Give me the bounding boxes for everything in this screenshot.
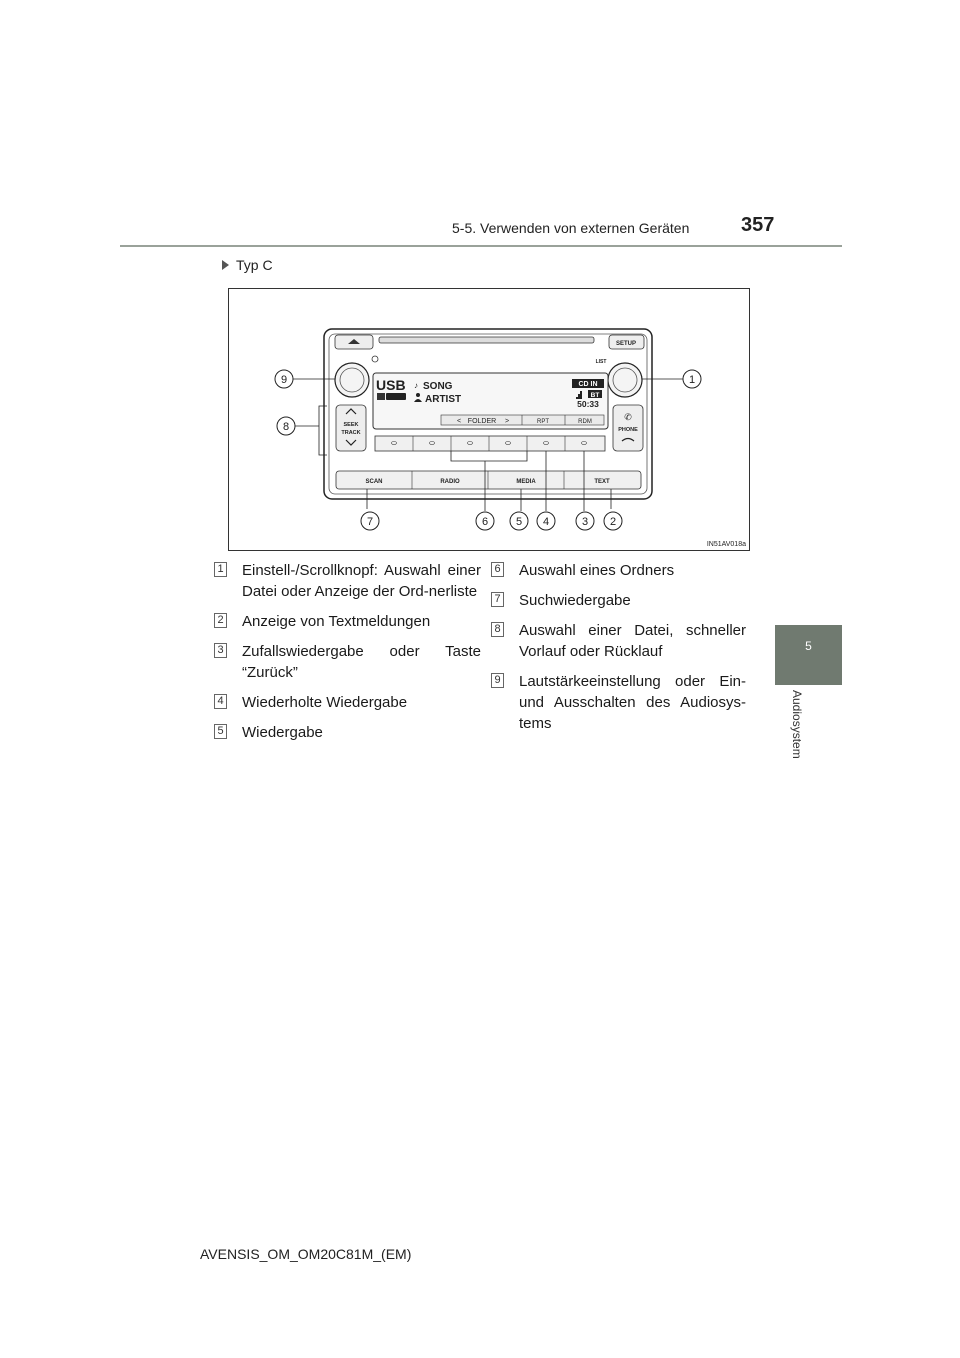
list-item <box>491 671 746 734</box>
item-text: Lautstärkeeinstellung oder Ein- und Ausschalten des Audiosys-tems <box>519 673 746 732</box>
radio-label: RADIO <box>440 479 460 485</box>
setup-label: SETUP <box>615 341 637 347</box>
list-item <box>214 722 481 743</box>
item-text: Wiederholte Wiedergabe <box>242 694 408 711</box>
callout-3 <box>576 512 594 530</box>
item-number-badge: 5 <box>214 724 227 739</box>
item-text: Zufallswiedergabe oder Taste “Zurück” <box>242 643 481 681</box>
music-note-icon: ♪ <box>414 381 418 390</box>
type-heading <box>222 257 273 273</box>
list-item <box>214 560 481 602</box>
callout-6 <box>476 512 494 530</box>
rdm-label: RDM <box>578 419 592 425</box>
audio-unit-illustration <box>229 289 749 550</box>
media-label: MEDIA <box>516 479 536 485</box>
item-text: Suchwiedergabe <box>519 592 631 609</box>
phone-icon: ✆ <box>624 412 632 422</box>
preset-bar <box>375 436 605 451</box>
item-text: Auswahl einer Datei, schneller Vorlauf oder Rücklauf <box>519 622 746 660</box>
svg-text:8: 8 <box>282 421 290 433</box>
list-item <box>214 641 481 683</box>
seek-track-button <box>336 405 366 451</box>
folder-label: FOLDER <box>467 418 497 425</box>
text-label: TEXT <box>594 479 610 485</box>
svg-text:1: 1 <box>688 374 696 386</box>
svg-text:2: 2 <box>609 516 617 528</box>
audio-unit-figure <box>228 288 750 551</box>
list-item <box>214 611 481 632</box>
cd-in-label: CD IN <box>578 381 598 388</box>
display-time: 50:33 <box>577 399 599 409</box>
section-title: 5-5. Verwenden von externen Geräten <box>452 220 690 236</box>
list-label: LIST <box>595 359 607 365</box>
callout-1 <box>683 370 701 388</box>
phone-label: PHONE <box>618 427 638 433</box>
page-number: 357 <box>741 214 775 236</box>
chapter-label-container <box>790 690 810 770</box>
legend-list-left <box>214 560 481 752</box>
svg-text:4: 4 <box>542 516 550 528</box>
callout-5 <box>510 512 528 530</box>
svg-text:9: 9 <box>280 374 288 386</box>
person-icon <box>416 393 420 397</box>
callout-8 <box>277 417 295 435</box>
callout-7 <box>361 512 379 530</box>
item-number-badge: 3 <box>214 643 227 658</box>
folder-right-icon: > <box>505 418 510 425</box>
chapter-number: 5 <box>805 639 812 653</box>
svg-text:3: 3 <box>581 516 589 528</box>
item-number-badge: 1 <box>214 562 227 577</box>
svg-text:6: 6 <box>481 516 489 528</box>
item-number-badge: 6 <box>491 562 504 577</box>
display-source: USB <box>376 377 406 393</box>
list-item <box>491 590 746 611</box>
header-divider <box>120 245 842 247</box>
svg-text:7: 7 <box>366 516 374 528</box>
svg-text:5: 5 <box>515 516 523 528</box>
item-text: Wiedergabe <box>242 724 323 741</box>
list-item <box>491 560 746 581</box>
item-number-badge: 7 <box>491 592 504 607</box>
track-label: TRACK <box>341 430 361 436</box>
document-footer: AVENSIS_OM_OM20C81M_(EM) <box>200 1246 412 1262</box>
triangle-bullet-icon <box>222 260 229 270</box>
folder-left-icon: < <box>457 418 462 425</box>
item-text: Einstell-/Scrollknopf: Auswahl einer Datei oder Anzeige der Ord-nerliste <box>242 562 481 600</box>
item-number-badge: 2 <box>214 613 227 628</box>
display-song: SONG <box>423 381 453 392</box>
chapter-label: Audiosystem <box>790 690 804 759</box>
seek-label: SEEK <box>343 422 359 428</box>
item-text: Anzeige von Textmeldungen <box>242 613 431 630</box>
figure-code: IN51AV018a <box>706 541 746 548</box>
item-text: Auswahl eines Ordners <box>519 562 675 579</box>
callout-4 <box>537 512 555 530</box>
display-artist: ARTIST <box>425 394 462 405</box>
item-number-badge: 9 <box>491 673 504 688</box>
rpt-label: RPT <box>537 419 549 425</box>
chapter-tab <box>775 625 842 685</box>
item-number-badge: 4 <box>214 694 227 709</box>
callout-2 <box>604 512 622 530</box>
type-heading-text: Typ C <box>236 257 273 273</box>
legend-list-right <box>491 560 746 743</box>
usb-device-icon <box>377 393 385 400</box>
list-item <box>491 620 746 662</box>
cd-slot <box>379 337 594 343</box>
item-number-badge: 8 <box>491 622 504 637</box>
list-item <box>214 692 481 713</box>
bt-label: BT <box>590 392 600 399</box>
scan-label: SCAN <box>365 479 383 485</box>
callout-9 <box>275 370 293 388</box>
